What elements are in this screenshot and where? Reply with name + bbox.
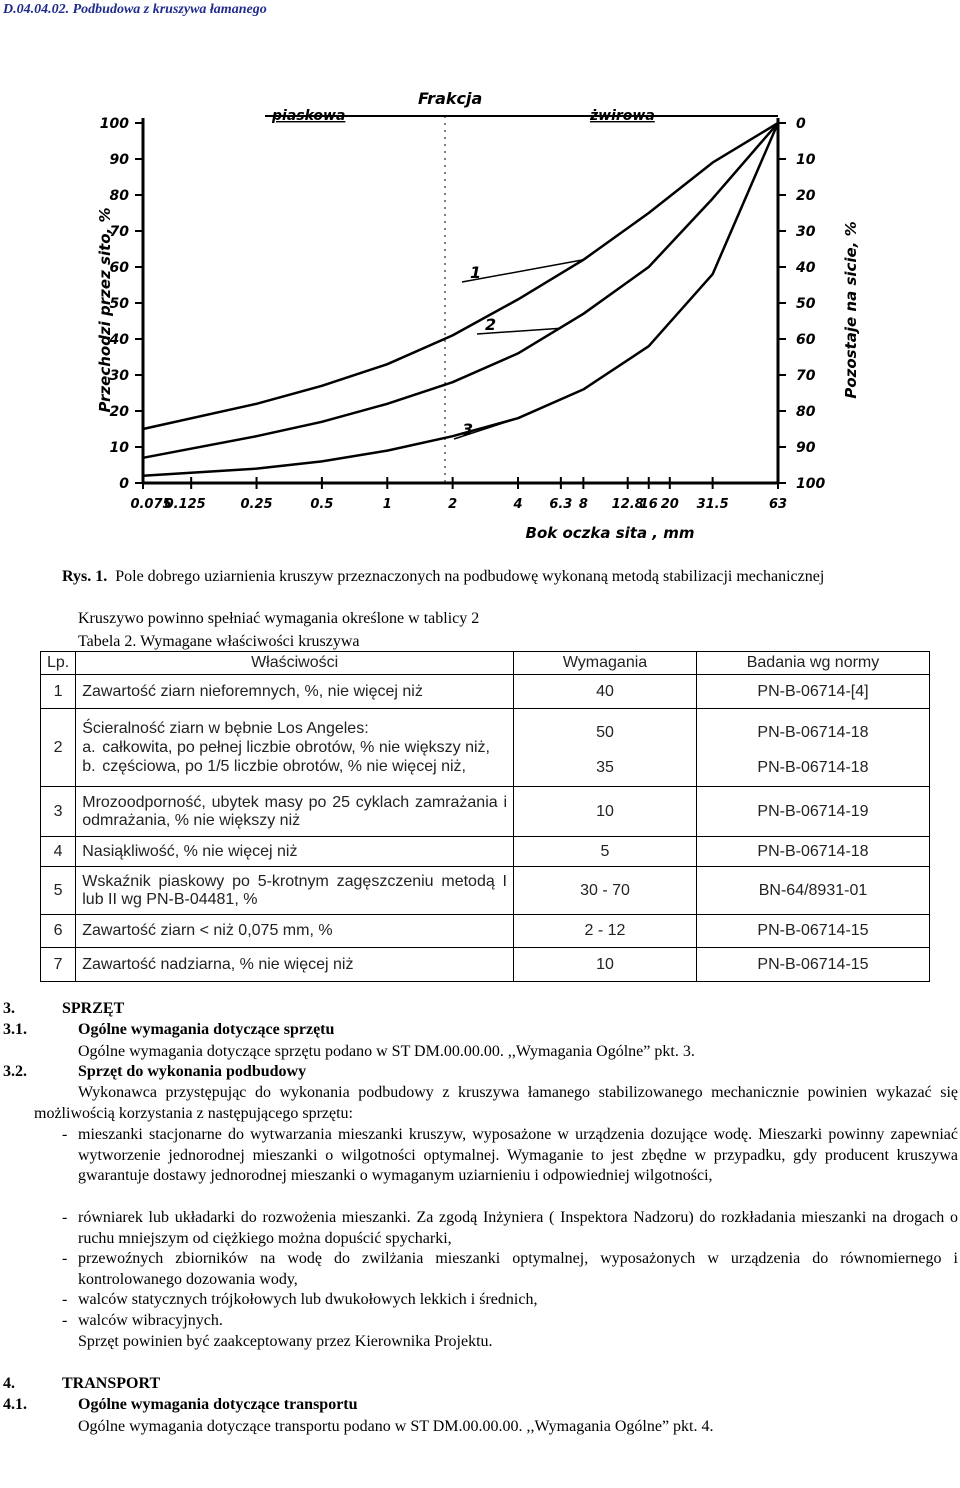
x-tick-label: 1	[382, 497, 392, 512]
y-right-tick-label: 60	[796, 332, 816, 348]
section-4-1-number: 4.1.	[3, 1396, 27, 1413]
section-4-1-text: Ogólne wymagania dotyczące transportu podano w ST DM.00.00.00. ,,Wymagania Ogólne” pkt. 4.	[78, 1418, 714, 1435]
figure-caption-label: Rys. 1.	[62, 568, 108, 585]
row-standard: PN-B-06714-15	[697, 948, 930, 982]
equipment-list-item	[62, 1208, 958, 1249]
sub-item-text: częściowa, po 1/5 liczbie obrotów, % nie więcej niż,	[102, 758, 466, 775]
header-properties: Właściwości	[76, 652, 514, 675]
y-right-tick-label: 40	[796, 260, 816, 276]
x-tick-label: 6.3	[549, 497, 573, 512]
table-row	[41, 867, 930, 915]
row-standard: PN-B-06714-[4]	[697, 675, 930, 709]
bullet-dash: -	[62, 1126, 68, 1143]
row-property: Zawartość nadziarna, % nie więcej niż	[76, 948, 514, 982]
y-axis-left-title: Przechodzi przez sito, %	[96, 207, 114, 413]
y-left-tick-label: 100	[99, 116, 129, 132]
section-4-title: TRANSPORT	[62, 1375, 161, 1392]
x-tick-label: 20	[660, 497, 679, 512]
fraction-label-gravel: żwirowa	[590, 108, 655, 124]
bullet-dash: -	[62, 1291, 68, 1308]
table-row	[41, 837, 930, 867]
bullet-dash: -	[62, 1312, 68, 1329]
sub-item-text: całkowita, po pełnej liczbie obrotów, % nie większy niż,	[102, 739, 490, 756]
y-left-tick-label: 40	[109, 332, 129, 348]
section-3-2-number: 3.2.	[3, 1063, 27, 1080]
table-row	[41, 709, 930, 787]
y-right-tick-label: 0	[796, 116, 806, 132]
y-left-tick-label: 80	[109, 188, 129, 204]
sub-item-letter: b.	[82, 758, 96, 775]
y-left-tick-label: 90	[109, 152, 129, 168]
row-requirement: 2 - 12	[514, 915, 697, 948]
equipment-list-item	[62, 1125, 958, 1187]
row-requirement	[514, 709, 697, 787]
x-axis-title: Bok oczka sita , mm	[525, 524, 695, 542]
header-requirements: Wymagania	[514, 652, 697, 675]
row-lp: 4	[41, 837, 76, 867]
row-requirement: 10	[514, 948, 697, 982]
section-3-title: SPRZĘT	[62, 1000, 125, 1017]
row-requirement: 5	[514, 837, 697, 867]
figure-caption-text: Pole dobrego uziarnienia kruszyw przeznaczonych na podbudowę wykonaną metodą stabilizacji mechanicznej	[115, 568, 825, 585]
grading-curve-1	[143, 123, 778, 429]
y-right-tick-label: 50	[796, 296, 816, 312]
sub-item-letter: a.	[82, 739, 96, 756]
row-property: Zawartość ziarn < niż 0,075 mm, %	[76, 915, 514, 948]
sub-standard: PN-B-06714-18	[757, 723, 869, 741]
row-standard	[697, 709, 930, 787]
row-property: Wskaźnik piaskowy po 5-krotnym zagęszczeniu metodą I lub II wg PN-B-04481, %	[76, 867, 514, 915]
section-4-number: 4.	[3, 1375, 15, 1392]
section-4-1-title: Ogólne wymagania dotyczące transportu	[78, 1396, 358, 1413]
fraction-label-sand: piaskowa	[272, 108, 346, 124]
sub-requirement: 35	[596, 758, 614, 776]
row-lp: 5	[41, 867, 76, 915]
row-standard: PN-B-06714-19	[697, 787, 930, 837]
y-left-tick-label: 30	[109, 368, 129, 384]
section-3-number: 3.	[3, 1000, 15, 1017]
row-lp: 3	[41, 787, 76, 837]
x-tick-label: 63	[768, 497, 788, 512]
section-3-2-closing: Sprzęt powinien być zaakceptowany przez Kierownika Projektu.	[78, 1333, 493, 1350]
row-standard: BN-64/8931-01	[697, 867, 930, 915]
equipment-list-item	[62, 1311, 958, 1332]
table-title: Tabela 2. Wymagane właściwości kruszywa	[78, 633, 360, 650]
row-standard: PN-B-06714-15	[697, 915, 930, 948]
row-property	[76, 709, 514, 787]
section-3-1-text: Ogólne wymagania dotyczące sprzętu podano w ST DM.00.00.00. ,,Wymagania Ogólne” pkt. 3.	[78, 1043, 695, 1060]
sub-requirement: 50	[596, 723, 614, 741]
table-header-row	[41, 652, 930, 675]
equipment-item-text: równiarek lub układarki do rozwożenia mieszanki. Za zgodą Inżyniera ( Inspektora Nadzoru) do rozkładania mieszanki na drogach o ruchu mniejszym od ciężkiego można dopuścić spycharki,	[78, 1209, 958, 1247]
sub-item	[82, 738, 507, 757]
x-tick-label: 4	[513, 497, 523, 512]
table-row	[41, 948, 930, 982]
x-tick-label: 12.8	[611, 497, 644, 512]
sub-standard: PN-B-06714-18	[757, 758, 869, 776]
row-lp: 6	[41, 915, 76, 948]
equipment-item-text: mieszanki stacjonarne do wytwarzania mieszanki kruszyw, wyposażone w urządzenia dozujące wodę. Mieszarki powinny zapewniać wytworzenie jednorodnej mieszanki o wilgotności optymalnej. Wymaganie to jest zbędne w przypadku, gdy producent kruszywa gwarantuje dostawy jednorodnej mieszanki o wymaganym uziarnieniu i odpowiedniej wilgotności,	[78, 1126, 958, 1184]
y-right-tick-label: 70	[796, 368, 816, 384]
section-3-2-text: Wykonawca przystępując do wykonania podbudowy z kruszywa łamanego stabilizowanego mechanicznie powinien wykazać się możliwością korzystania z następującego sprzętu:	[34, 1084, 958, 1122]
y-right-tick-label: 20	[796, 188, 816, 204]
row-property: Mrozoodporność, ubytek masy po 25 cyklach zamrażania i odmrażania, % nie większy niż	[76, 787, 514, 837]
x-tick-label: 0.125	[164, 497, 206, 512]
curve-label: 2	[485, 315, 497, 334]
equipment-list-item	[62, 1249, 958, 1290]
table-row	[41, 675, 930, 709]
equipment-item-text: walców wibracyjnych.	[78, 1312, 223, 1329]
row-requirement: 30 - 70	[514, 867, 697, 915]
x-tick-label: 2	[448, 497, 458, 512]
bullet-dash: -	[62, 1209, 68, 1226]
y-right-tick-label: 30	[796, 224, 816, 240]
curve-label: 3	[462, 420, 474, 439]
grading-curve-3	[143, 123, 778, 476]
row-lp: 7	[41, 948, 76, 982]
x-tick-label: 0.25	[240, 497, 273, 512]
y-left-tick-label: 70	[109, 224, 129, 240]
figure-caption	[62, 568, 824, 586]
y-right-tick-label: 90	[796, 440, 816, 456]
sub-item	[82, 757, 507, 776]
row-property: Nasiąkliwość, % nie więcej niż	[76, 837, 514, 867]
row-property-main: Ścieralność ziarn w bębnie Los Angeles:	[82, 720, 369, 737]
row-standard: PN-B-06714-18	[697, 837, 930, 867]
equipment-item-text: przewoźnych zbiorników na wodę do zwilżania mieszanki optymalnej, wyposażonych w urządzenia do równomiernego i kontrolowanego dozowania wody,	[78, 1250, 958, 1288]
x-tick-label: 8	[578, 497, 588, 512]
row-lp: 1	[41, 675, 76, 709]
equipment-item-text: walców statycznych trójkołowych lub dwukołowych lekkich i średnich,	[78, 1291, 538, 1308]
y-left-tick-label: 60	[109, 260, 129, 276]
x-tick-label: 0.5	[310, 497, 334, 512]
section-3-2-title: Sprzęt do wykonania podbudowy	[78, 1063, 307, 1080]
document-header: D.04.04.02. Podbudowa z kruszywa łamanego	[3, 2, 267, 17]
x-tick-label: 0.075	[130, 497, 172, 512]
table-row	[41, 787, 930, 837]
y-left-tick-label: 0	[119, 476, 129, 492]
y-left-tick-label: 10	[109, 440, 129, 456]
row-requirement: 40	[514, 675, 697, 709]
header-lp: Lp.	[41, 652, 76, 675]
fraction-title: Frakcja	[418, 89, 483, 108]
header-standard: Badania wg normy	[697, 652, 930, 675]
equipment-list-item	[62, 1290, 958, 1311]
y-right-tick-label: 100	[796, 476, 826, 492]
x-tick-label: 31.5	[696, 497, 729, 512]
y-right-tick-label: 80	[796, 404, 816, 420]
row-property: Zawartość ziarn nieforemnych, %, nie więcej niż	[76, 675, 514, 709]
y-axis-right-title: Pozostaje na sicie, %	[842, 221, 860, 399]
x-tick-label: 16	[639, 497, 658, 512]
bullet-dash: -	[62, 1250, 68, 1267]
section-3-1-title: Ogólne wymagania dotyczące sprzętu	[78, 1021, 335, 1038]
section-3-1-number: 3.1.	[3, 1021, 27, 1038]
row-lp: 2	[41, 709, 76, 787]
grading-chart	[0, 78, 960, 558]
y-left-tick-label: 20	[109, 404, 129, 420]
y-right-tick-label: 10	[796, 152, 816, 168]
row-requirement: 10	[514, 787, 697, 837]
curve-label: 1	[470, 263, 482, 282]
table-row	[41, 915, 930, 948]
requirements-table	[40, 651, 930, 982]
y-left-tick-label: 50	[109, 296, 129, 312]
intro-text: Kruszywo powinno spełniać wymagania określone w tablicy 2	[78, 610, 480, 627]
